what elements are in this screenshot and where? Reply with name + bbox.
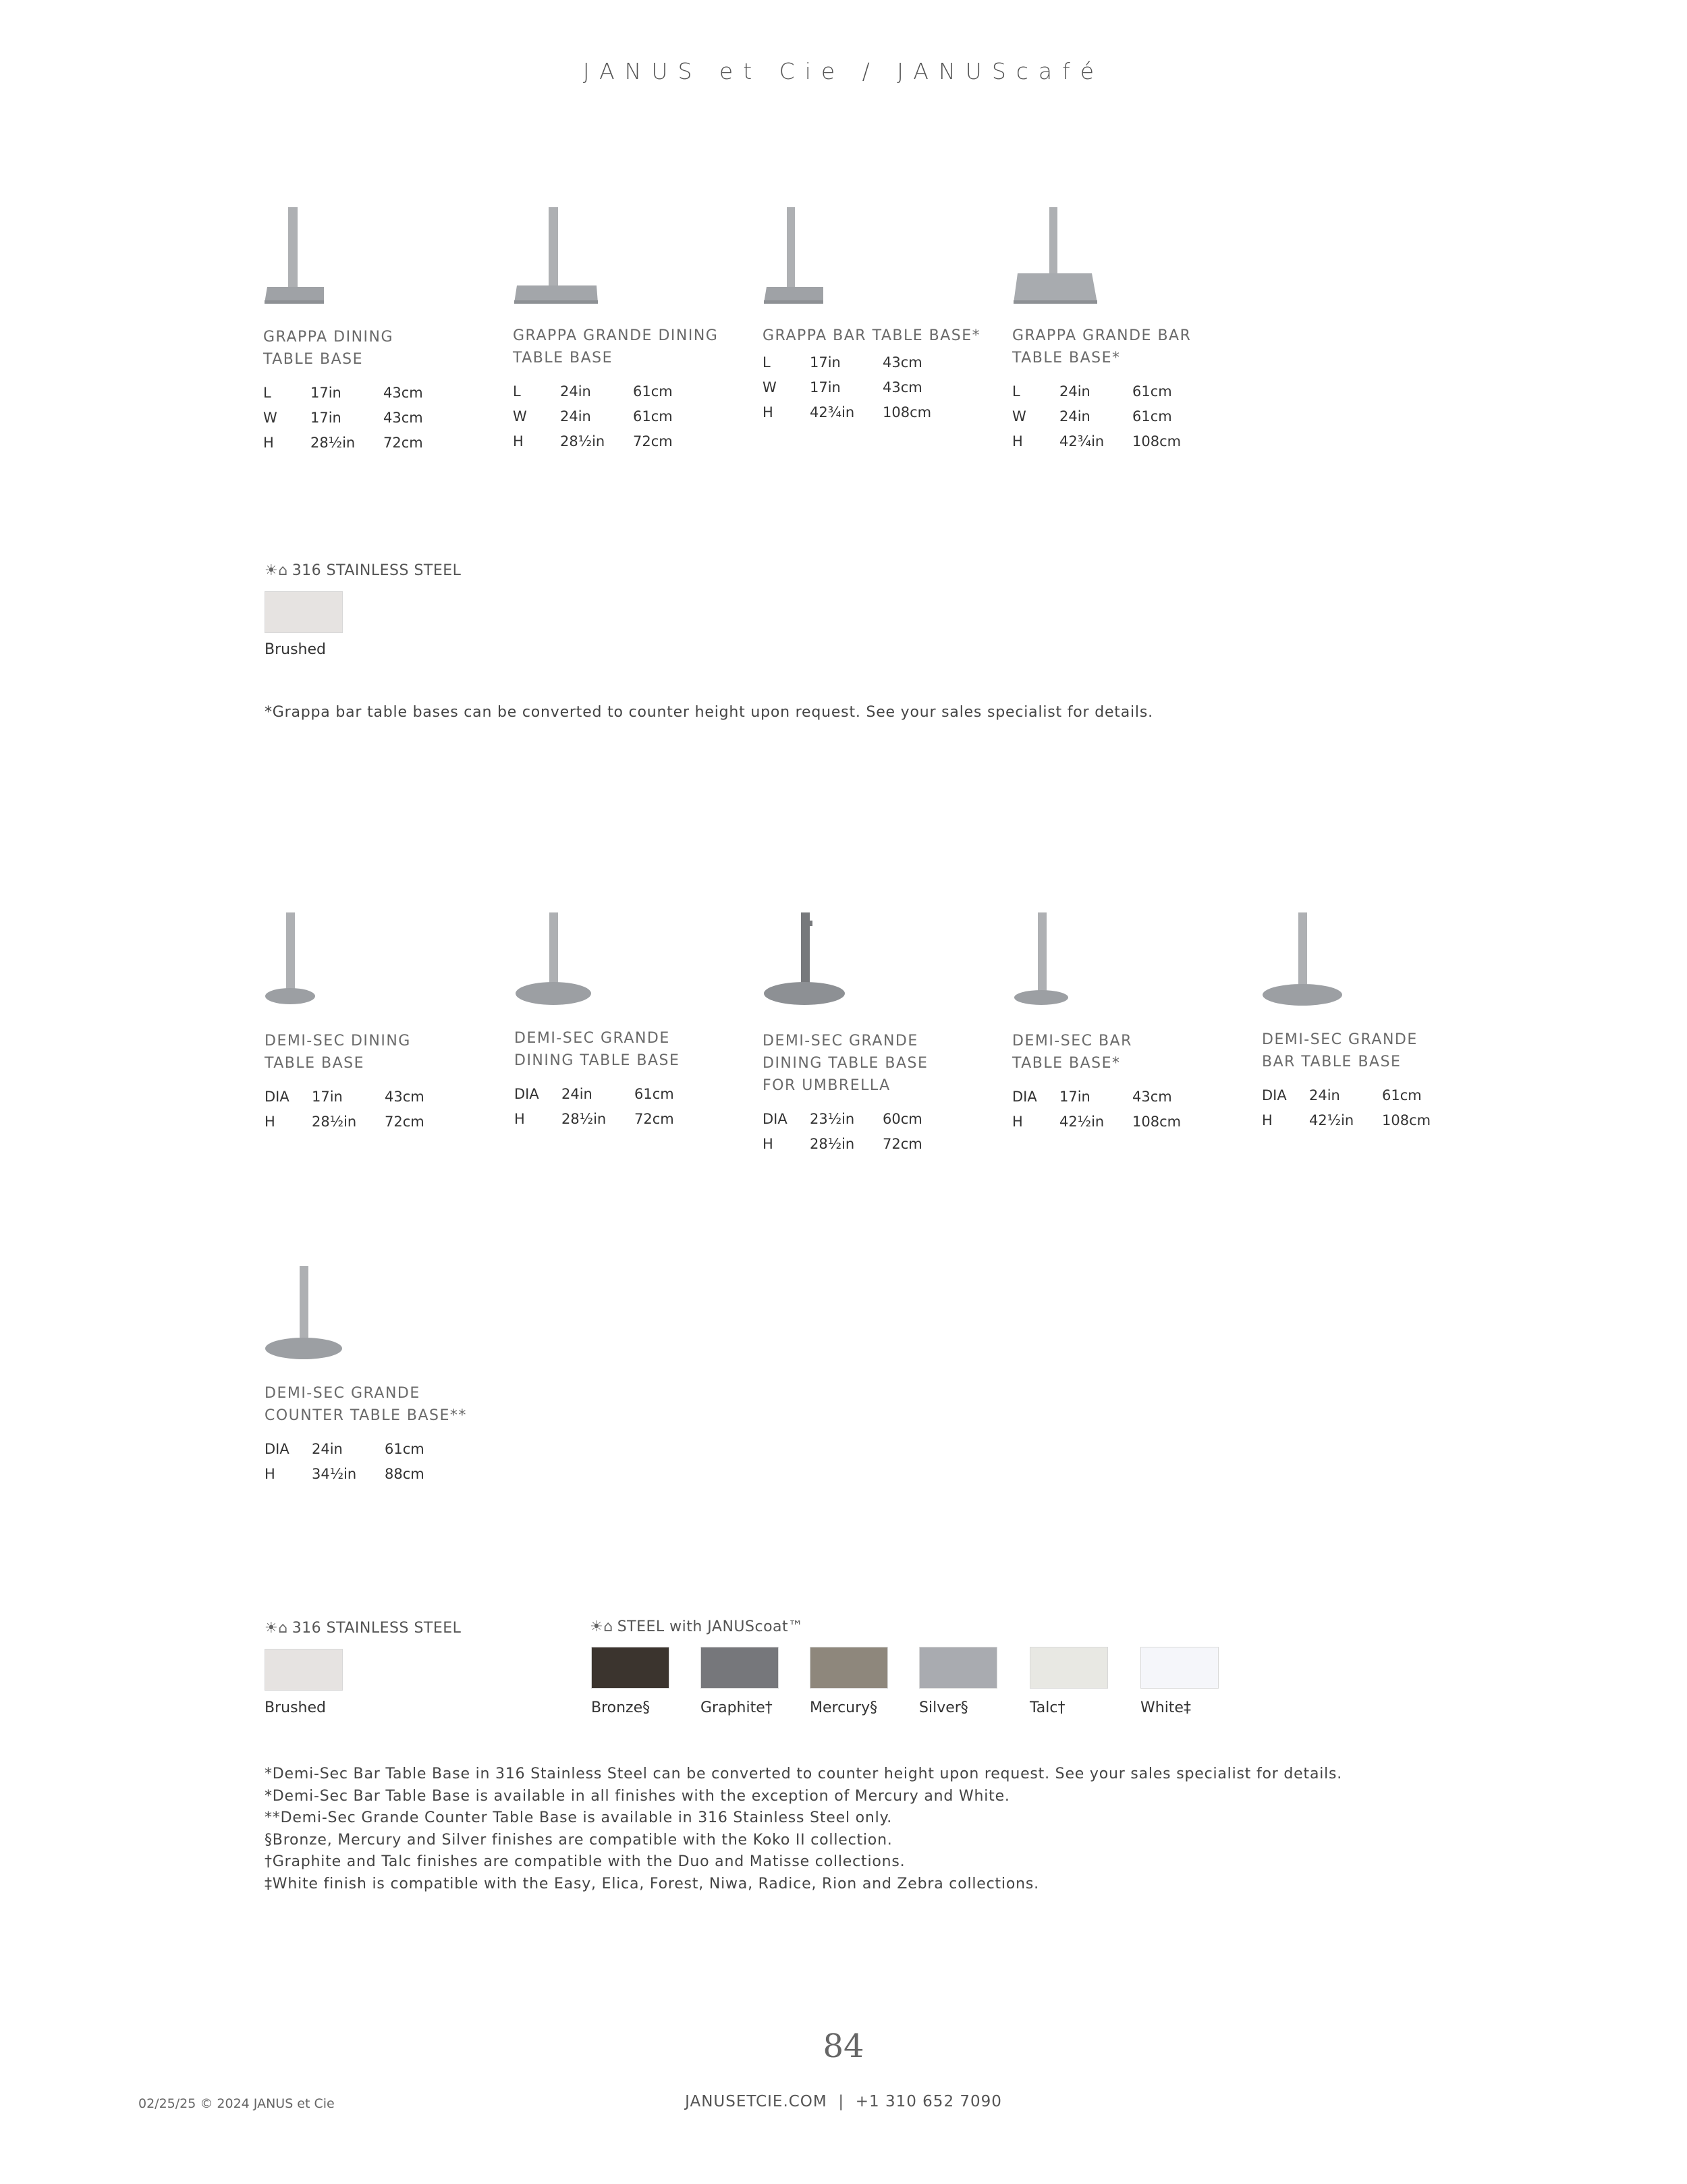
swatch-label: Graphite†	[700, 1699, 773, 1716]
dimensions-table: L 17in 43cm W 17in 43cm H 42¾in 108cm	[763, 354, 932, 420]
dimensions-table: DIA 17in 43cm H 28½in 72cm	[265, 1088, 424, 1130]
dimensions-table: L 24in 61cm W 24in 61cm H 28½in 72cm	[513, 383, 673, 449]
swatch-brushed	[265, 591, 343, 633]
product-demisec-grande-counter	[265, 1265, 494, 1486]
footer-date-copyright: 02/25/25 © 2024 JANUS et Cie	[138, 2096, 335, 2111]
product-name: DEMI-SEC GRANDE COUNTER TABLE BASE**	[265, 1385, 467, 1424]
swatch-label: Brushed	[265, 1699, 326, 1716]
swatch-silver	[919, 1647, 997, 1689]
note-line: *Demi-Sec Bar Table Base is available in all finishes with the exception of Mercury and White.	[265, 1787, 1010, 1805]
product-grappa-grande-bar	[1012, 206, 1242, 454]
swatch-mercury	[810, 1647, 888, 1689]
footer-contact: JANUSETCIE.COM | +1 310 652 7090	[685, 2093, 1002, 2110]
outdoor-indoor-icon: ☀⌂	[265, 1620, 288, 1637]
swatch-label: Talc†	[1030, 1699, 1066, 1716]
outdoor-indoor-icon: ☀⌂	[590, 1618, 613, 1635]
product-demisec-grande-dining	[514, 911, 744, 1131]
product-name: DEMI-SEC GRANDE BAR TABLE BASE	[1262, 1031, 1418, 1070]
swatch-label: Silver§	[919, 1699, 968, 1716]
material-heading-stainless-demisec: ☀⌂ 316 STAINLESS STEEL	[265, 1620, 462, 1637]
demisec-notes	[265, 1764, 1342, 1895]
grappa-grande-bar-base-image	[1012, 206, 1107, 306]
material-heading-stainless: ☀⌂ 316 STAINLESS STEEL	[265, 562, 462, 579]
product-demisec-grande-bar	[1262, 911, 1491, 1132]
product-name: GRAPPA DINING TABLE BASE	[263, 329, 394, 368]
dimensions-table: DIA 24in 61cm H 34½in 88cm	[265, 1440, 424, 1482]
note-line: **Demi-Sec Grande Counter Table Base is available in 316 Stainless Steel only.	[265, 1809, 893, 1826]
product-name: DEMI-SEC GRANDE DINING TABLE BASE FOR UMBRELLA	[763, 1033, 929, 1094]
page-header: JANUS et Cie / JANUScafé	[582, 58, 1105, 84]
swatch-label: White‡	[1140, 1699, 1191, 1716]
product-name: GRAPPA GRANDE BAR TABLE BASE*	[1012, 327, 1192, 366]
note-line: †Graphite and Talc finishes are compatible with the Duo and Matisse collections.	[265, 1853, 906, 1870]
page-number: 84	[823, 2027, 864, 2065]
dimensions-table: DIA 24in 61cm H 42½in 108cm	[1262, 1087, 1431, 1128]
swatch-bronze	[591, 1647, 669, 1689]
grappa-grande-dining-base-image	[513, 206, 607, 306]
note-line: §Bronze, Mercury and Silver finishes are compatible with the Koko II collection.	[265, 1831, 893, 1849]
grappa-bar-base-image	[763, 206, 850, 306]
dimensions-table: DIA 24in 61cm H 28½in 72cm	[514, 1085, 674, 1127]
grappa-note: *Grappa bar table bases can be converted to counter height upon request. See your sales specialist for details.	[265, 704, 1153, 721]
demisec-bar-base-image	[1012, 911, 1107, 1010]
dimensions-table: DIA 17in 43cm H 42½in 108cm	[1012, 1088, 1182, 1130]
product-name: DEMI-SEC GRANDE DINING TABLE BASE	[514, 1030, 680, 1069]
demisec-grande-counter-base-image	[265, 1265, 359, 1363]
dimensions-table: DIA 23½in 60cm H 28½in 72cm	[763, 1110, 922, 1152]
outdoor-indoor-icon: ☀⌂	[265, 562, 288, 579]
product-demisec-bar	[1012, 911, 1242, 1134]
product-name: DEMI-SEC BAR TABLE BASE*	[1012, 1033, 1132, 1072]
product-grappa-dining	[263, 206, 493, 455]
dimensions-table: L 17in 43cm W 17in 43cm H 28½in 72cm	[263, 384, 423, 451]
product-name: GRAPPA BAR TABLE BASE*	[763, 327, 981, 344]
swatch-talc	[1030, 1647, 1108, 1689]
product-demisec-grande-umbrella	[763, 911, 992, 1156]
product-grappa-bar	[763, 206, 992, 425]
material-heading-januscoat: ☀⌂ STEEL with JANUScoat™	[590, 1618, 804, 1635]
swatch-brushed-demisec	[265, 1649, 343, 1691]
product-name: DEMI-SEC DINING TABLE BASE	[265, 1033, 411, 1072]
demisec-grande-bar-base-image	[1262, 911, 1356, 1010]
note-line: ‡White finish is compatible with the Easy, Elica, Forest, Niwa, Radice, Rion and Zebra collections.	[265, 1875, 1039, 1892]
demisec-grande-umbrella-base-image	[763, 911, 857, 1010]
demisec-dining-base-image	[265, 911, 359, 1010]
product-grappa-grande-dining	[513, 206, 742, 454]
demisec-grande-dining-base-image	[514, 911, 609, 1010]
product-name: GRAPPA GRANDE DINING TABLE BASE	[513, 327, 719, 366]
product-demisec-dining	[265, 911, 494, 1134]
swatch-label: Mercury§	[810, 1699, 878, 1716]
grappa-dining-base-image	[263, 206, 351, 306]
dimensions-table: L 24in 61cm W 24in 61cm H 42¾in 108cm	[1012, 383, 1182, 449]
swatch-white	[1140, 1647, 1219, 1689]
swatch-label: Brushed	[265, 641, 326, 658]
note-line: *Demi-Sec Bar Table Base in 316 Stainless Steel can be converted to counter height upon request. See your sales specialist for details.	[265, 1766, 1343, 1782]
swatch-label: Bronze§	[591, 1699, 651, 1716]
swatch-graphite	[700, 1647, 779, 1689]
